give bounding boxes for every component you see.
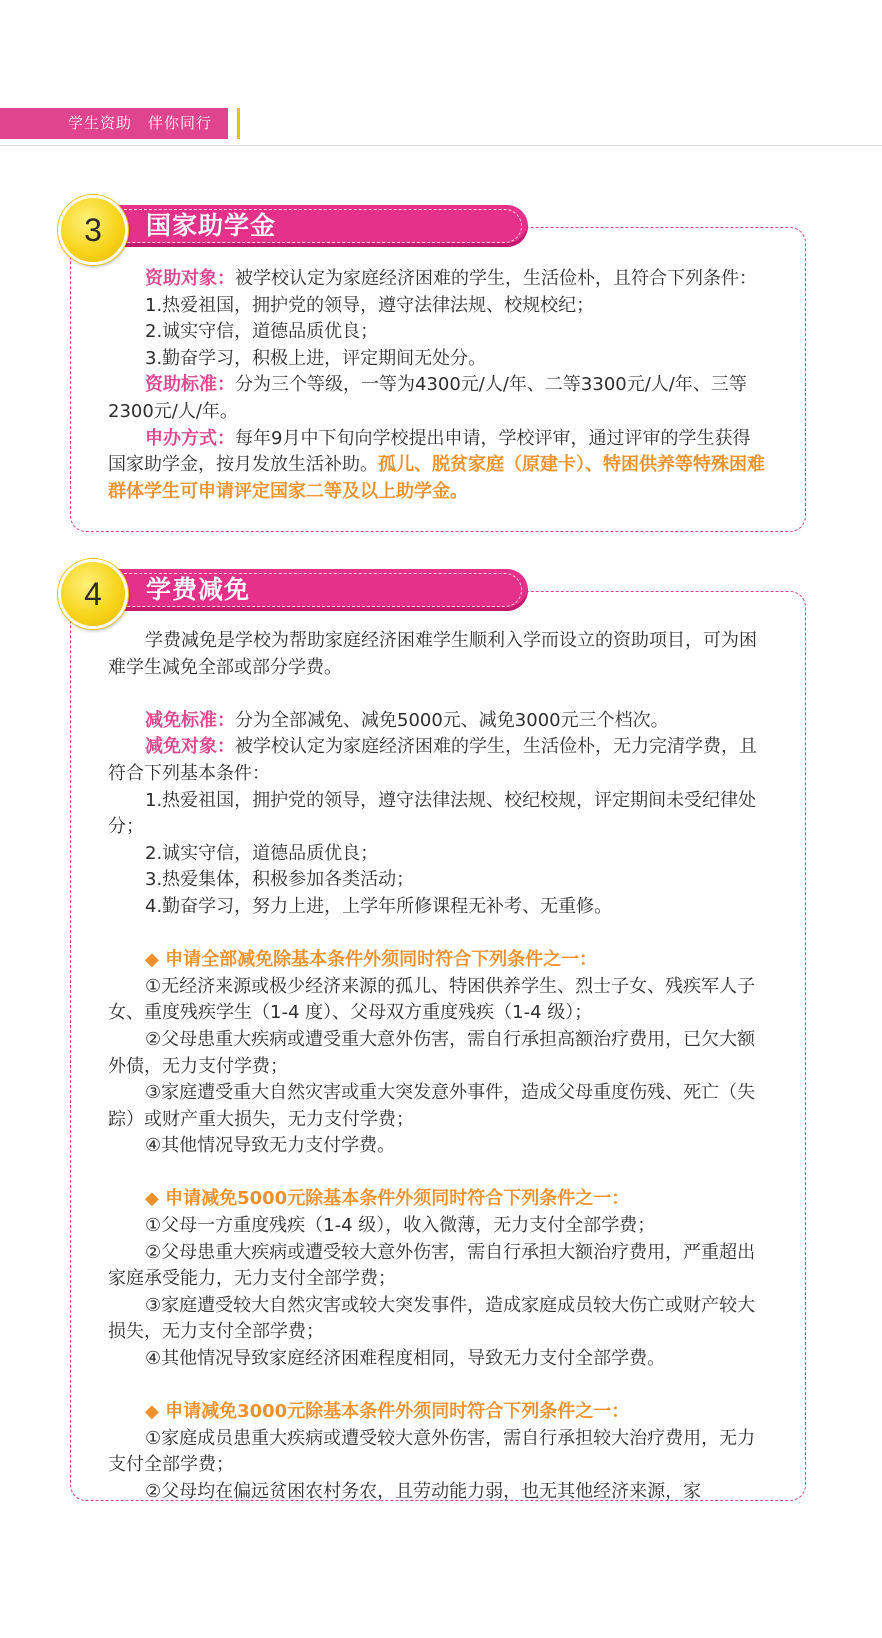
section-4-condition: 1.热爱祖国，拥护党的领导，遵守法律法规、校纪校规，评定期间未受纪律处分；: [108, 789, 757, 838]
section-4-standard: 减免标准：分为全部减免、减免5000元、减免3000元三个档次。: [145, 709, 669, 731]
section-4-condition: 4.勤奋学习，努力上进，上学年所修课程无补考、无重修。: [145, 895, 613, 917]
section-4-condition: 3.热爱集体，积极参加各类活动；: [145, 869, 415, 891]
section-4-number: 4: [58, 559, 128, 629]
section-4-title: 学费减免: [146, 575, 251, 604]
waiver-3000-heading: ◆ 申请减免3000元除基本条件外须同时符合下列条件之一：: [145, 1401, 630, 1423]
full-waiver-item: ④其他情况导致无力支付学费。: [145, 1135, 396, 1157]
waiver-5000-heading: ◆ 申请减免5000元除基本条件外须同时符合下列条件之一：: [145, 1188, 630, 1210]
header-title: 学生资助 伴你同行: [68, 114, 213, 132]
full-waiver-item: ③家庭遭受重大自然灾害或重大突发意外事件，造成父母重度伤残、死亡（失踪）或财产重大损失，无力支付学费；: [108, 1082, 756, 1130]
waiver-3000-item: ②父母均在偏远贫困农村务农，且劳动能力弱，也无其他经济来源，家: [145, 1481, 702, 1502]
section-4-target: 减免对象：被学校认定为家庭经济困难的学生，生活俭朴，无力完清学费，且符合下列基本条件：: [108, 736, 757, 784]
section-3-condition: 1.热爱祖国，拥护党的领导，遵守法律法规、校规校纪；: [145, 294, 595, 316]
header-divider: [0, 145, 882, 146]
section-4-tab: [100, 569, 528, 611]
section-3-number: 3: [58, 195, 128, 265]
waiver-5000-item: ④其他情况导致家庭经济困难程度相同，导致无力支付全部学费。: [145, 1348, 666, 1370]
section-3-method: 申办方式：每年9月中下旬向学校提出申请，学校评审，通过评审的学生获得国家助学金，按月发放生活补助。孤儿、脱贫家庭（原建卡）、特困供养等特殊困难群体学生可申请评定国家二等及以上助学金。: [108, 427, 765, 502]
full-waiver-item: ①无经济来源或极少经济来源的孤儿、特困供养学生、烈士子女、残疾军人子女、重度残疾学生（1-4 度）、父母双方重度残疾（1-4 级）；: [108, 975, 756, 1024]
section-3-highlight: 孤儿、脱贫家庭（原建卡）、特困供养等特殊困难群体学生可申请评定国家二等及以上助学金。: [108, 454, 765, 502]
section-4-condition: 2.诚实守信，道德品质优良；: [145, 842, 379, 864]
section-4-body: [108, 628, 768, 1506]
section-3-condition: 3.勤奋学习，积极上进，评定期间无处分。: [145, 347, 487, 369]
section-3-title: 国家助学金: [146, 211, 277, 240]
section-3-standard: 资助标准：分为三个等级，一等为4300元/人/年、二等3300元/人/年、三等2300元/人/年。: [108, 374, 747, 422]
full-waiver-item: ②父母患重大疾病或遭受重大意外伤害，需自行承担高额治疗费用，已欠大额外债，无力支付学费；: [108, 1028, 756, 1077]
section-3-body: [108, 266, 768, 505]
section-4-intro: 学费减免是学校为帮助家庭经济困难学生顺利入学而设立的资助项目，可为困难学生减免全部或部分学费。: [108, 630, 757, 678]
waiver-3000-item: ①家庭成员患重大疾病或遭受较大意外伤害，需自行承担较大治疗费用，无力支付全部学费；: [108, 1427, 756, 1476]
section-3-tab: [100, 205, 528, 247]
full-waiver-heading: ◆ 申请全部减免除基本条件外须同时符合下列条件之一：: [145, 949, 598, 971]
section-3-condition: 2.诚实守信，道德品质优良；: [145, 321, 379, 343]
header-accent: [237, 108, 240, 139]
waiver-5000-item: ①父母一方重度残疾（1-4 级），收入微薄，无力支付全部学费；: [145, 1215, 656, 1237]
section-3-target: 资助对象：被学校认定为家庭经济困难的学生，生活俭朴，且符合下列条件：: [145, 268, 757, 289]
waiver-5000-item: ②父母患重大疾病或遭受较大意外伤害，需自行承担大额治疗费用，严重超出家庭承受能力，无力支付全部学费；: [108, 1241, 756, 1290]
waiver-5000-item: ③家庭遭受较大自然灾害或较大突发事件，造成家庭成员较大伤亡或财产较大损失，无力支付全部学费；: [108, 1294, 756, 1343]
